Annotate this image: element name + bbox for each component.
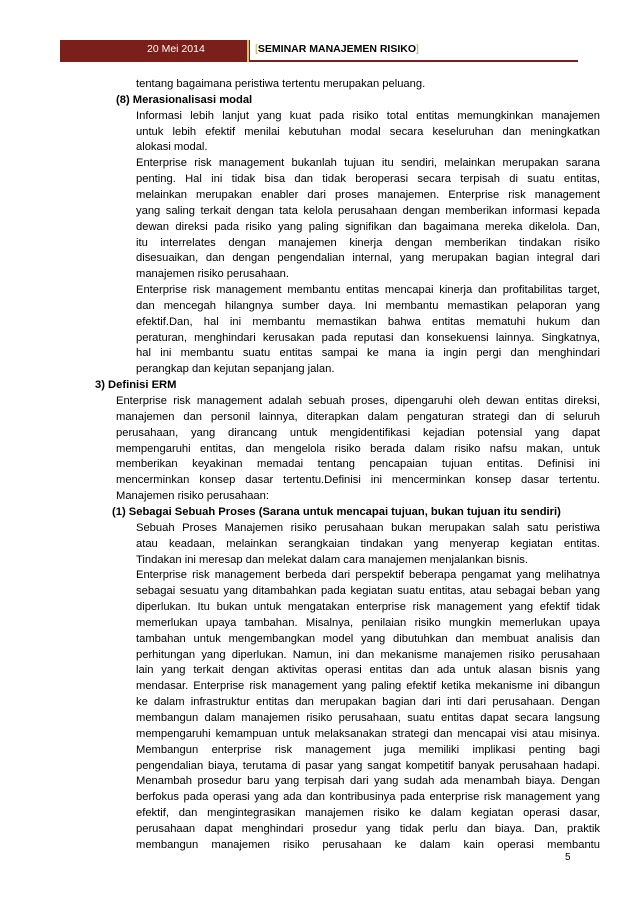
text-line: peraturan, menghindari kerusakan pada reputasi dan konsekuensi lainnya. Singkatnya, <box>136 331 600 344</box>
text-line: pengendalian biaya, terutama di pasar yang sangat kompetitif banyak perusahaan hadapi. <box>136 759 600 772</box>
text-line: melainkan merupakan enabler dari proses manajemen. Enterprise risk management <box>136 188 600 201</box>
text-line: mendasar. Enterprise risk management yang paling efektif ketika mekanisme ini dibangun <box>136 680 600 693</box>
section-heading: (8) Merasionalisasi modal <box>116 93 253 106</box>
text-line: Menambah prosedur baru yang terpisah dari yang sudah ada menambah biaya. Dengan <box>136 775 600 788</box>
text-line: efektif.Dan, hal ini membantu memastikan bahwa entitas mematuhi hukum dan <box>136 315 600 328</box>
text-line: lain yang terkait dengan aktivitas operasi entitas dan ada untuk alasan bisnis yang <box>136 664 600 677</box>
text-line: mencerminkan konsep dasar tertentu.Definisi ini mencerminkan konsep dasar tertentu. <box>116 474 600 487</box>
text-line: Enterprise risk management berbeda dari perspektif beberapa pengamat yang melihatnya <box>136 569 600 582</box>
text-line: memerlukan upaya tambahan. Misalnya, penilaian risiko mungkin memerlukan upaya <box>136 616 600 629</box>
text-line: perusahaan, yang dirancang untuk mengidentifikasi kejadian potensial yang dapat <box>116 426 600 439</box>
text-line: Enterprise risk management adalah sebuah proses, dipengaruhi oleh dewan entitas direksi, <box>116 395 600 407</box>
text-line: alokasi modal. <box>136 141 208 154</box>
section-heading: 3) Definisi ERM <box>95 379 177 392</box>
text-line: membangun manajemen risiko perusahaan ke dalam kain operasi membantu <box>136 838 600 851</box>
text-line: Sebuah Proses Manajemen risiko perusahaan bukan merupakan salah satu peristiwa <box>136 521 600 534</box>
header-divider <box>247 40 249 62</box>
text-line: yang saling terkait dengan tata kelola perusahaan dengan memberikan informasi kepada <box>136 204 600 217</box>
text-line: manajemen risiko perusahaan. <box>136 268 289 281</box>
text-line: Tindakan ini meresap dan melekat dalam cara manajemen menjalankan bisnis. <box>136 553 528 566</box>
text-line: hal ini membantu suatu entitas sampai ke mana ia ingin pergi dan menghindari <box>136 347 600 360</box>
text-line: perusahaan dapat menghindari prosedur yang tidak perlu dan biaya. Dan, praktik <box>136 822 600 835</box>
text-line: manajemen dan personil lainnya, diterapkan dalam pengaturan strategi dan di seluruh <box>116 410 600 423</box>
text-line: tentang bagaimana peristiwa tertentu merupakan peluang. <box>136 78 426 90</box>
text-line: berfokus pada operasi yang ada dan kontribusinya pada enterprise risk management yang <box>136 791 600 804</box>
text-line: penting. Hal ini tidak bisa dan tidak beroperasi secara terpisah di suatu entitas, <box>136 173 600 186</box>
text-line: tambahan untuk mengembangkan model yang dibutuhkan dan membuat analisis dan <box>136 632 600 645</box>
page-number: 5 <box>565 852 571 863</box>
header-date: 20 Mei 2014 <box>147 43 205 55</box>
text-line: sebagai sesuatu yang ditambahkan pada kegiatan suatu entitas, atau sebagai beban yang <box>136 585 600 598</box>
text-line: perangkap dan kejutan sepanjang jalan. <box>136 363 335 376</box>
text-line: Informasi lebih lanjut yang kuat pada risiko total entitas memungkinkan manajemen <box>136 109 600 122</box>
text-line: atau keadaan, melainkan serangkaian tindakan yang menyerap kegiatan entitas. <box>136 537 600 550</box>
text-line: mempengaruhi entitas, dan mengelola risiko berada dalam risiko nafsu makan, untuk <box>116 442 600 455</box>
text-line: memberikan keyakinan memadai tentang pencapaian tujuan entitas. Definisi ini <box>116 458 600 471</box>
text-line: perhitungan yang diperlukan. Namun, ini dan mekanisme manajemen risiko perusahaan <box>136 648 600 661</box>
text-line: Enterprise risk management bukanlah tujuan itu sendiri, melainkan merupakan sarana <box>136 157 600 170</box>
text-line: membangun dalam manajemen risiko perusahaan, suatu entitas dapat secara langsung <box>136 712 600 724</box>
header-title: [SEMINAR MANAJEMEN RISIKO] <box>255 43 419 55</box>
text-line: Membangun enterprise risk management juga memiliki implikasi penting bagi <box>136 743 600 756</box>
text-line: Enterprise risk management membantu entitas mencapai kinerja dan profitabilitas target, <box>136 284 600 297</box>
section-heading: (1) Sebagai Sebuah Proses (Sarana untuk mencapai tujuan, bukan tujuan itu sendiri) <box>112 505 561 518</box>
text-line: ke dalam infrastruktur entitas dan merupakan bagian dari inti dari perusahaan. Dengan <box>136 696 600 709</box>
text-line: itu interrelates dengan manajemen kinerja dengan memberikan tindakan risiko <box>136 236 600 249</box>
text-line: dan mencegah hilangnya sumber daya. Ini membantu memastikan pelaporan yang <box>136 299 600 312</box>
text-line: dewan direksi pada risiko yang paling signifikan dan bagaimana mereka dikelola. Dan, <box>136 220 600 233</box>
text-line: Manajemen risiko perusahaan: <box>116 490 269 503</box>
text-line: disesuaikan, dan dengan pengendalian internal, yang merupakan bagian integral dari <box>136 252 600 265</box>
text-line: untuk lebih efektif menilai kebutuhan modal secara keseluruhan dan meningkatkan <box>136 125 600 138</box>
text-line: efektif, dan mengintegrasikan manajemen risiko ke dalam kegiatan operasi dasar, <box>136 807 600 820</box>
text-line: diperlukan. Itu bukan untuk mengatakan enterprise risk management yang efektif tidak <box>136 601 600 614</box>
header-rule <box>250 60 578 62</box>
text-line: mempengaruhi kemampuan untuk melaksanakan strategi dan mencapai visi atau misinya. <box>136 727 600 740</box>
